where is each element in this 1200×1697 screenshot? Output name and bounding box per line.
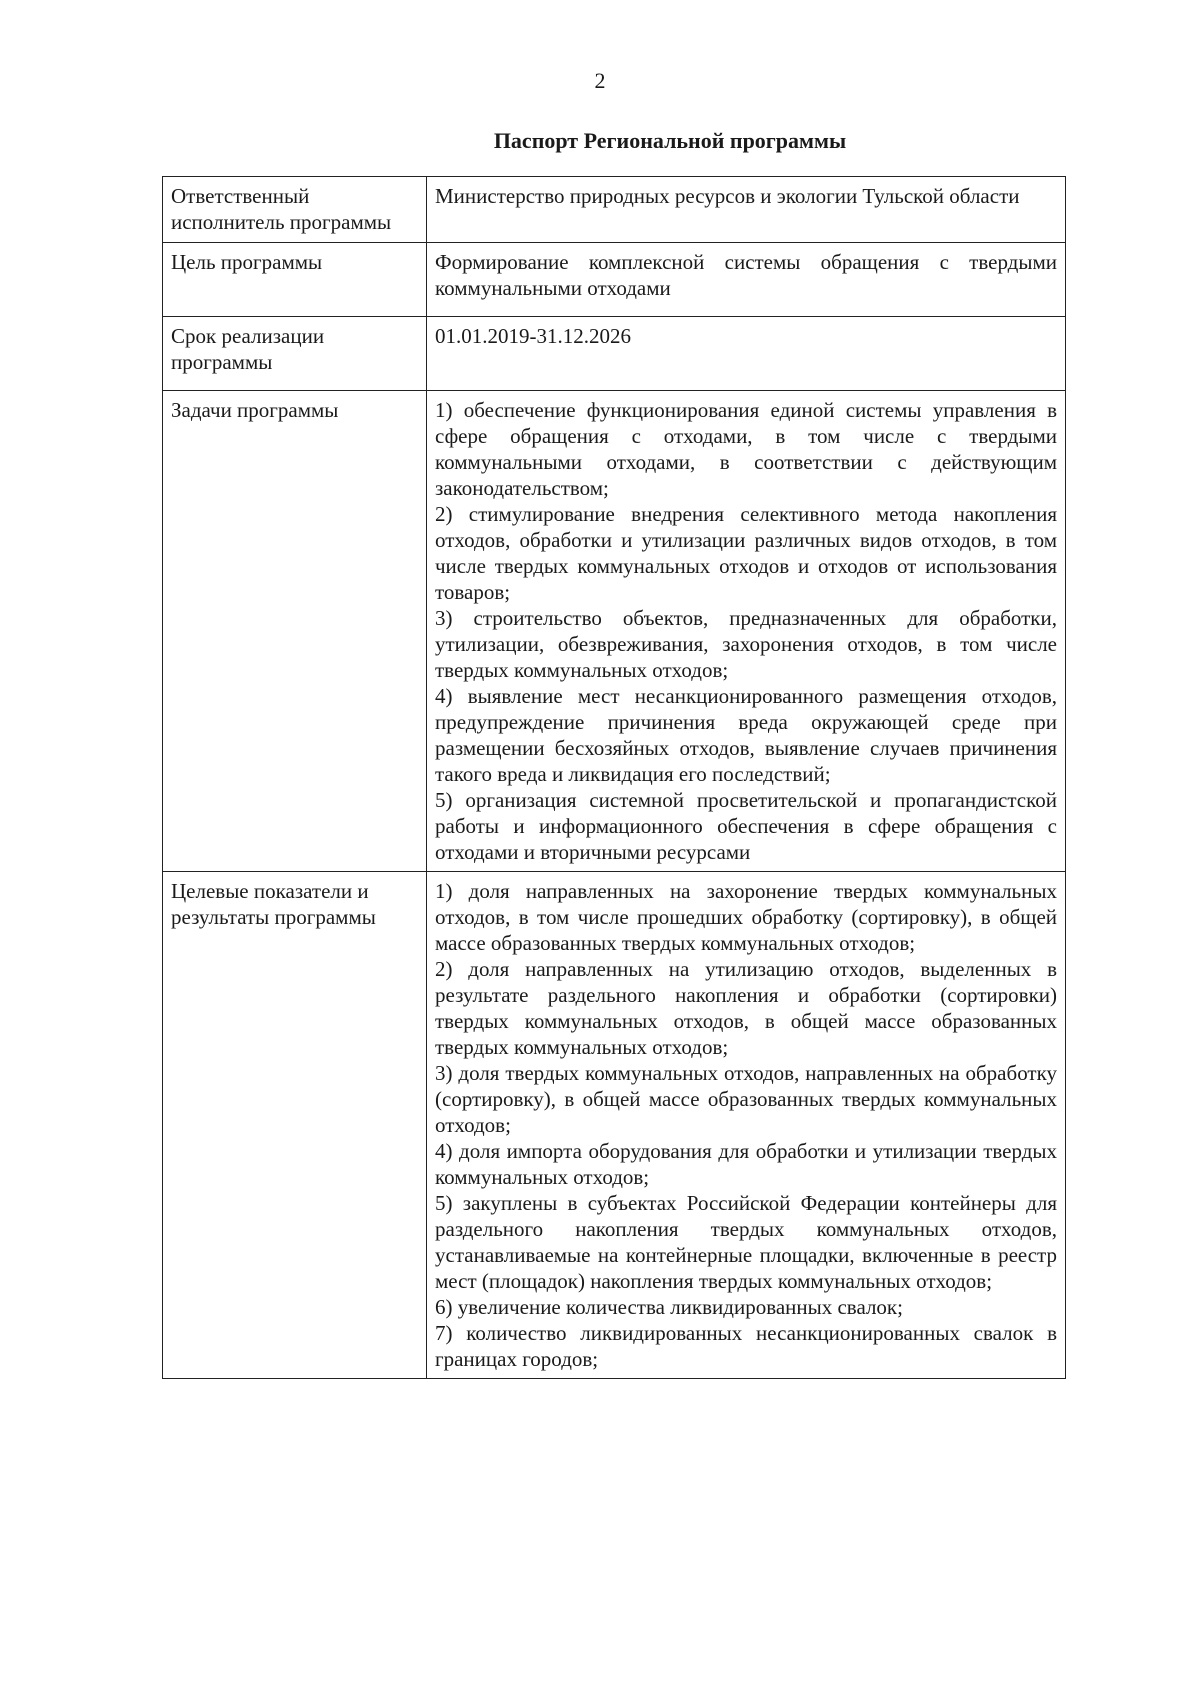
list-item: 01.01.2019-31.12.2026 <box>435 324 631 348</box>
list-item: 1) доля направленных на захоронение твердых коммунальных отходов, в том числе прошедших обработку (сортировку), в общей массе образованных твердых коммунальных отходов; <box>435 879 1057 955</box>
list-item: 3) доля твердых коммунальных отходов, направленных на обработку (сортировку), в общей массе образованных твердых коммунальных отходов; <box>435 1061 1057 1137</box>
list-item: 2) стимулирование внедрения селективного метода накопления отходов, обработки и утилизации различных видов отходов, в том числе твердых коммунальных отходов и отходов от использования товаров; <box>435 502 1057 604</box>
passport-table <box>162 176 1066 1379</box>
page-number: 2 <box>594 68 606 93</box>
document-title: Паспорт Региональной программы <box>493 128 847 153</box>
row-label: Целевые показатели и результаты программы <box>163 872 427 1379</box>
row-value <box>427 317 1066 391</box>
row-value <box>427 872 1066 1379</box>
list-item: 4) выявление мест несанкционированного размещения отходов, предупреждение причинения вреда окружающей среде при размещении бесхозяйных отходов, выявление случаев причинения такого вреда и ликвидация его последствий; <box>435 684 1057 786</box>
row-value <box>427 391 1066 872</box>
list-item: 5) закуплены в субъектах Российской Федерации контейнеры для раздельного накопления твердых коммунальных отходов, устанавливаемые на контейнерные площадки, включенные в реестр мест (площадок) накопления твердых коммунальных отходов; <box>435 1191 1057 1293</box>
list-item: 7) количество ликвидированных несанкционированных свалок в границах городов; <box>435 1321 1057 1371</box>
list-item: 3) строительство объектов, предназначенных для обработки, утилизации, обезвреживания, захоронения отходов, в том числе твердых коммунальных отходов; <box>435 606 1057 682</box>
row-value <box>427 177 1066 243</box>
list-item: 5) организация системной просветительской и пропагандистской работы и информационного обеспечения в сфере обращения с отходами и вторичными ресурсами <box>435 788 1057 864</box>
table-row <box>163 391 1066 872</box>
row-value <box>427 243 1066 317</box>
list-item: 2) доля направленных на утилизацию отходов, выделенных в результате раздельного накопления и обработки (сортировки) твердых коммунальных отходов, в общей массе образованных твердых коммунальных отходов; <box>435 957 1057 1059</box>
row-label: Срок реализации программы <box>163 317 427 391</box>
list-item: 6) увеличение количества ликвидированных свалок; <box>435 1295 903 1319</box>
list-item: Министерство природных ресурсов и экологии Тульской области <box>435 184 1020 208</box>
table-row <box>163 317 1066 391</box>
row-label: Ответственный исполнитель программы <box>163 177 427 243</box>
list-item: 4) доля импорта оборудования для обработки и утилизации твердых коммунальных отходов; <box>435 1139 1057 1189</box>
table-row <box>163 872 1066 1379</box>
list-item: 1) обеспечение функционирования единой системы управления в сфере обращения с отходами, в том числе с твердыми коммунальными отходами, в соответствии с действующим законодательством; <box>435 398 1057 500</box>
row-label: Задачи программы <box>163 391 427 872</box>
list-item: Формирование комплексной системы обращения с твердыми коммунальными отходами <box>435 250 1057 300</box>
row-label: Цель программы <box>163 243 427 317</box>
table-row <box>163 243 1066 317</box>
table-row <box>163 177 1066 243</box>
